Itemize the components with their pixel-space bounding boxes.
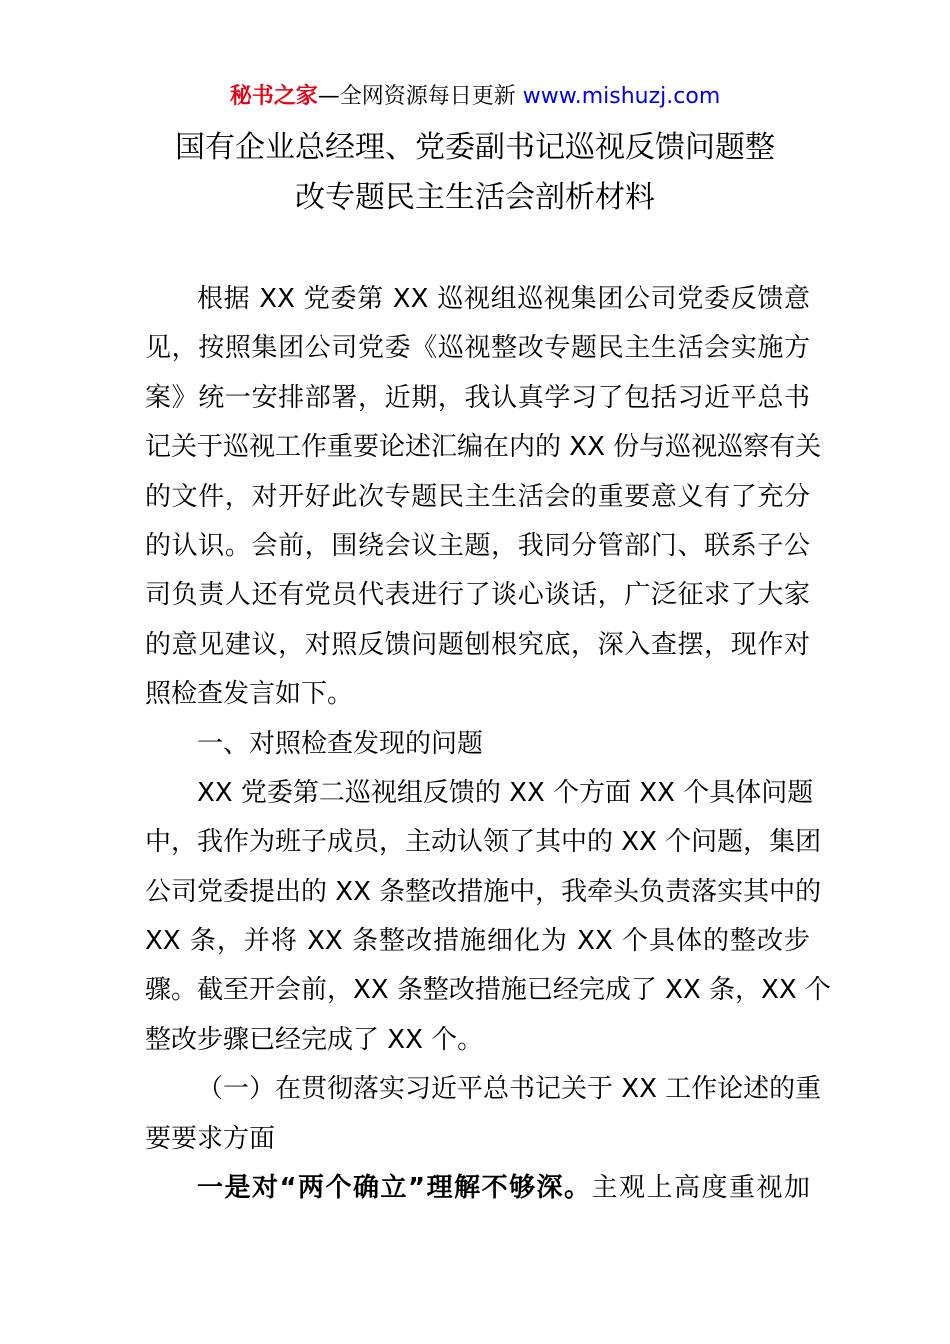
intro-line: 的认识。会前，围绕会议主题，我同分管部门、联系子公	[145, 530, 810, 561]
site-header	[0, 82, 950, 112]
section-heading: 一、对照检查发现的问题	[197, 728, 484, 759]
intro-line: 见，按照集团公司党委《巡视整改专题民主生活会实施方	[145, 333, 810, 364]
document-title-line-1: 国有企业总经理、党委副书记巡视反馈问题整	[175, 130, 775, 165]
subsection-heading-line: 要要求方面	[145, 1123, 276, 1154]
intro-line: 根据 XX 党委第 XX 巡视组巡视集团公司党委反馈意	[197, 284, 810, 314]
point-one-line	[145, 1164, 810, 1213]
section-body-line: 骤。截至开会前，XX 条整改措施已经完成了 XX 条，XX 个	[145, 975, 831, 1006]
section-body-line: 公司党委提出的 XX 条整改措施中，我牵头负责落实其中的	[145, 876, 822, 907]
section-body-line: 中，我作为班子成员，主动认领了其中的 XX 个问题，集团	[145, 827, 822, 858]
document-body	[145, 275, 831, 1213]
intro-line: 案》统一安排部署，近期，我认真学习了包括习近平总书	[145, 382, 810, 413]
intro-line: 的意见建议，对照反馈问题刨根究底，深入查摆，现作对	[145, 629, 810, 660]
subsection-heading-line: （一）在贯彻落实习近平总书记关于 XX 工作论述的重	[197, 1074, 822, 1105]
section-body-line: 整改步骤已经完成了 XX 个。	[145, 1024, 484, 1055]
intro-line: 的文件，对开好此次专题民主生活会的重要意义有了充分	[145, 481, 810, 512]
brand-name: 秘书之家	[229, 84, 318, 109]
section-body-line: XX 党委第二巡视组反馈的 XX 个方面 XX 个具体问题	[197, 777, 814, 808]
point-one-text: 主观上高度重视加	[591, 1173, 810, 1204]
intro-line: 司负责人还有党员代表进行了谈心谈话，广泛征求了大家	[145, 580, 810, 611]
section-body-line: XX 条，并将 XX 条整改措施细化为 XX 个具体的整改步	[145, 926, 810, 957]
intro-line: 照检查发言如下。	[145, 679, 354, 710]
document-title-line-2: 改专题民主生活会剖析材料	[295, 180, 655, 215]
site-url-link[interactable]: www.mishuzj.com	[522, 84, 721, 109]
intro-line: 记关于巡视工作重要论述汇编在内的 XX 份与巡视巡察有关	[145, 432, 822, 463]
site-tagline: —全网资源每日更新	[317, 84, 523, 109]
point-one-lead: 一是对“两个确立”理解不够深。	[197, 1173, 592, 1204]
